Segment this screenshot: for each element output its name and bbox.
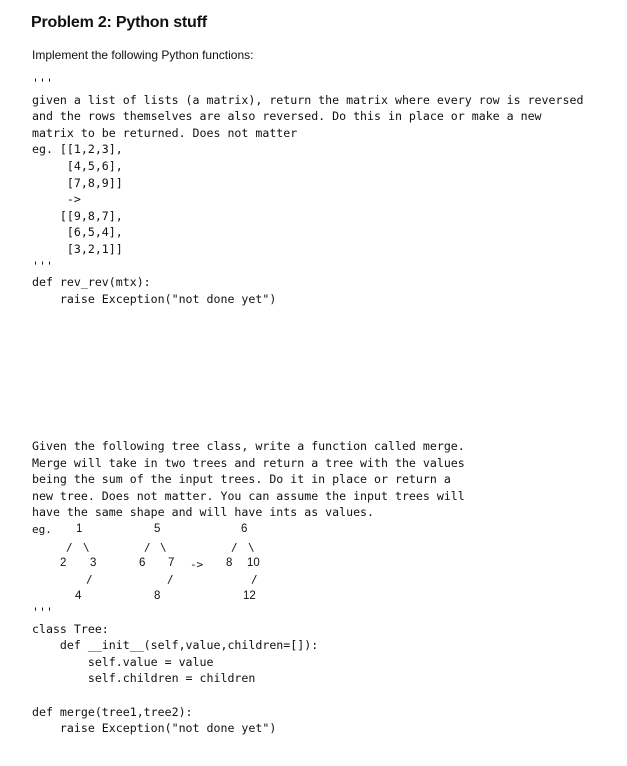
code-line: Merge will take in two trees and return a tree with the values xyxy=(32,455,465,470)
tree2-leaf: 8 xyxy=(154,590,161,602)
code-line: given a list of lists (a matrix), return the matrix where every row is reversed xyxy=(32,92,584,107)
tree2-edge-leaf: / xyxy=(167,573,174,586)
code-line: [4,5,6], xyxy=(32,158,123,173)
code-line: def merge(tree1,tree2): xyxy=(32,704,193,719)
merge-arrow: -> xyxy=(190,558,204,571)
code-line: ''' xyxy=(32,605,53,619)
code-line: [7,8,9]] xyxy=(32,175,123,190)
tree1-left: 2 xyxy=(60,557,67,569)
instructions: Implement the following Python functions: xyxy=(32,48,254,62)
code-line: raise Exception("not done yet") xyxy=(32,291,277,306)
code-line: self.value = value xyxy=(32,654,214,669)
code-line: new tree. Does not matter. You can assume the input trees will xyxy=(32,488,465,503)
code-line: ''' xyxy=(32,76,53,90)
code-line: matrix to be returned. Does not matter xyxy=(32,125,298,140)
tree2-edge-left: / xyxy=(144,541,151,554)
tree2-root: 5 xyxy=(154,523,161,535)
code-line: being the sum of the input trees. Do it in place or return a xyxy=(32,472,451,487)
code-line: -> xyxy=(32,192,81,207)
eg-label: eg. xyxy=(32,523,52,536)
code-line: def __init__(self,value,children=[]): xyxy=(32,638,319,653)
tree1-right: 3 xyxy=(90,557,97,569)
page-title: Problem 2: Python stuff xyxy=(31,14,207,31)
rev-rev-code-block xyxy=(32,75,583,307)
tree1-leaf: 4 xyxy=(75,590,82,602)
tree3-left: 8 xyxy=(226,557,233,569)
code-line xyxy=(32,687,318,704)
tree3-leaf: 12 xyxy=(243,590,256,602)
tree3-right: 10 xyxy=(247,557,260,569)
tree3-edge-right: \ xyxy=(248,541,255,554)
tree3-root: 6 xyxy=(241,523,248,535)
code-line: ''' xyxy=(32,258,53,273)
code-line: def rev_rev(mtx): xyxy=(32,275,151,290)
tree3-edge-leaf: / xyxy=(251,573,258,586)
code-line: raise Exception("not done yet") xyxy=(32,721,277,736)
code-line: class Tree: xyxy=(32,621,109,636)
code-line: and the rows themselves are also reversed. Do this in place or make a new xyxy=(32,109,542,124)
tree1-edge-left: / xyxy=(66,541,73,554)
code-line: [6,5,4], xyxy=(32,225,123,240)
tree2-right: 7 xyxy=(168,557,175,569)
tree1-edge-right: \ xyxy=(83,541,90,554)
tree1-root: 1 xyxy=(76,523,83,535)
merge-description xyxy=(32,438,465,521)
tree-class-code-block xyxy=(32,604,318,737)
code-line: Given the following tree class, write a function called merge. xyxy=(32,439,465,453)
code-line: self.children = children xyxy=(32,671,256,686)
tree2-edge-right: \ xyxy=(160,541,167,554)
tree2-left: 6 xyxy=(139,557,146,569)
tree1-edge-leaf: / xyxy=(86,573,93,586)
code-line: [3,2,1]] xyxy=(32,241,123,256)
code-line: eg. [[1,2,3], xyxy=(32,142,123,157)
code-line: [[9,8,7], xyxy=(32,208,123,223)
code-line: have the same shape and will have ints as values. xyxy=(32,505,375,520)
tree3-edge-left: / xyxy=(231,541,238,554)
